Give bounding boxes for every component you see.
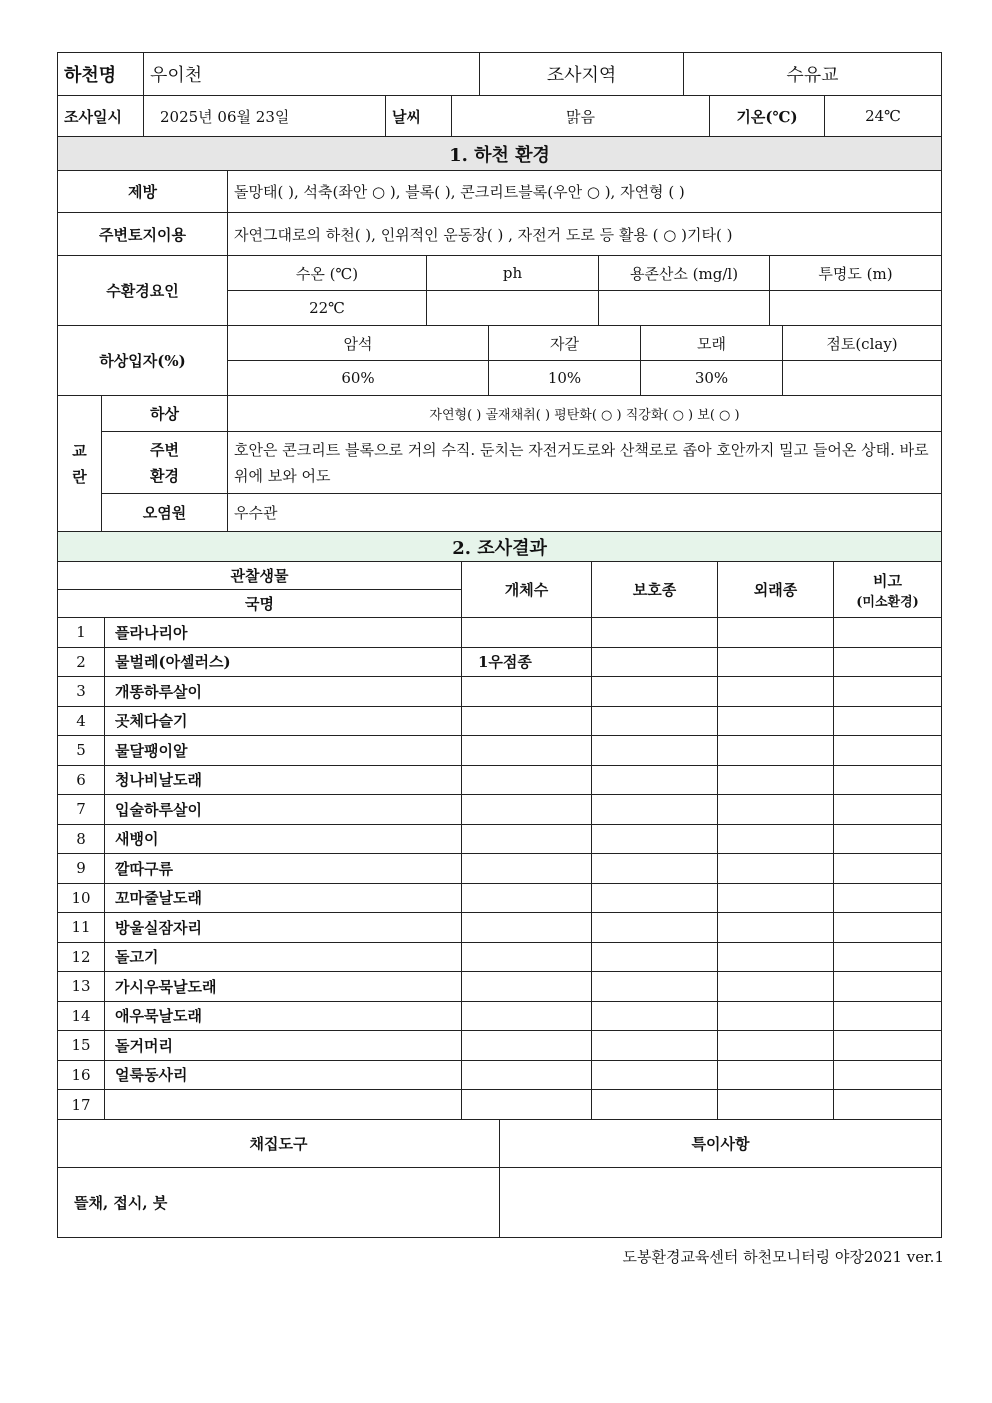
row-number: 15	[58, 1031, 105, 1061]
note-cell	[834, 765, 942, 795]
water-temp-value: 22℃	[228, 291, 427, 326]
row-number: 3	[58, 677, 105, 707]
organism-name: 가시우묵날도래	[105, 972, 462, 1002]
table-row	[58, 883, 942, 913]
protected-cell	[592, 1060, 718, 1090]
invasive-cell	[718, 1090, 834, 1120]
sand-header: 모래	[641, 326, 783, 361]
organism-name: 입술하루살이	[105, 795, 462, 825]
temp-value: 24℃	[825, 96, 942, 137]
organism-name: 곳체다슬기	[105, 706, 462, 736]
invasive-cell	[718, 942, 834, 972]
protected-cell	[592, 854, 718, 884]
organism-header: 관찰생물	[58, 562, 462, 590]
row-number: 14	[58, 1001, 105, 1031]
footer-text: 도봉환경교육센터 하천모니터링 야장2021 ver.1	[622, 1248, 944, 1266]
rock-value: 60%	[228, 361, 489, 396]
protected-cell	[592, 706, 718, 736]
row-number: 16	[58, 1060, 105, 1090]
protected-cell	[592, 942, 718, 972]
weather-value: 맑음	[452, 96, 710, 137]
organism-count	[462, 618, 592, 648]
clarity-value	[770, 291, 942, 326]
gravel-header: 자갈	[489, 326, 641, 361]
date-table	[57, 95, 942, 137]
table-row	[58, 1031, 942, 1061]
section1-title: 1. 하천 환경	[58, 137, 942, 171]
invasive-cell	[718, 854, 834, 884]
table-row	[58, 942, 942, 972]
bed-particle-label: 하상입자(%)	[58, 326, 228, 396]
clay-value	[783, 361, 942, 396]
protected-cell	[592, 618, 718, 648]
tools-value: 뜰채, 접시, 붓	[58, 1168, 500, 1238]
note-cell	[834, 618, 942, 648]
clay-header: 점토(clay)	[783, 326, 942, 361]
disturbance-label-text: 교란	[72, 441, 87, 486]
bed-disturb-value: 자연형( ) 골재채취( ) 평탄화( ○ ) 직강화( ○ ) 보( ○ )	[228, 396, 942, 432]
water-temp-header: 수온 (℃)	[228, 256, 427, 291]
notes-value	[500, 1168, 942, 1238]
organism-count	[462, 677, 592, 707]
invasive-cell	[718, 795, 834, 825]
table-row	[58, 618, 942, 648]
note-header	[834, 562, 942, 618]
organism-name: 새뱅이	[105, 824, 462, 854]
organism-count	[462, 736, 592, 766]
note-cell	[834, 736, 942, 766]
river-value: 우이천	[144, 53, 480, 96]
organism-count: 1우점종	[462, 647, 592, 677]
rock-header: 암석	[228, 326, 489, 361]
korean-name-header: 국명	[58, 590, 462, 618]
row-number: 6	[58, 765, 105, 795]
note-header-sub: (미소환경)	[856, 594, 919, 610]
note-cell	[834, 1060, 942, 1090]
header-table	[57, 52, 942, 96]
invasive-cell	[718, 706, 834, 736]
protected-cell	[592, 913, 718, 943]
organism-count	[462, 854, 592, 884]
row-number: 11	[58, 913, 105, 943]
organism-count	[462, 824, 592, 854]
invasive-cell	[718, 736, 834, 766]
landuse-label: 주변토지이용	[58, 213, 228, 256]
organism-count	[462, 942, 592, 972]
organism-name	[105, 1090, 462, 1120]
protected-cell	[592, 1001, 718, 1031]
protected-cell	[592, 883, 718, 913]
table-row	[58, 972, 942, 1002]
invasive-cell	[718, 883, 834, 913]
note-cell	[834, 1031, 942, 1061]
note-cell	[834, 913, 942, 943]
note-cell	[834, 854, 942, 884]
protected-cell	[592, 765, 718, 795]
protected-cell	[592, 736, 718, 766]
date-label: 조사일시	[58, 96, 144, 137]
note-cell	[834, 824, 942, 854]
note-cell	[834, 972, 942, 1002]
organism-name: 청나비날도래	[105, 765, 462, 795]
organism-count	[462, 706, 592, 736]
section2-title: 2. 조사결과	[58, 532, 942, 562]
organism-count	[462, 1001, 592, 1031]
invasive-cell	[718, 1001, 834, 1031]
do-value	[599, 291, 770, 326]
row-number: 12	[58, 942, 105, 972]
river-environment-table	[57, 136, 942, 326]
table-row	[58, 824, 942, 854]
invasive-cell	[718, 824, 834, 854]
row-number: 5	[58, 736, 105, 766]
protected-cell	[592, 824, 718, 854]
note-header-label: 비고	[873, 571, 903, 590]
river-label: 하천명	[58, 53, 144, 96]
water-env-label: 수환경요인	[58, 256, 228, 326]
invasive-cell	[718, 913, 834, 943]
table-row	[58, 677, 942, 707]
table-row	[58, 706, 942, 736]
organism-name: 물달팽이알	[105, 736, 462, 766]
ph-value	[427, 291, 599, 326]
row-number: 7	[58, 795, 105, 825]
area-value: 수유교	[684, 53, 942, 96]
table-row	[58, 647, 942, 677]
protected-cell	[592, 972, 718, 1002]
note-cell	[834, 647, 942, 677]
tools-label: 채집도구	[58, 1120, 500, 1168]
bed-disturb-label: 하상	[102, 396, 228, 432]
invasive-cell	[718, 647, 834, 677]
disturbance-label	[58, 396, 102, 532]
organism-name: 꼬마줄날도래	[105, 883, 462, 913]
protected-cell	[592, 1031, 718, 1061]
table-row	[58, 854, 942, 884]
row-number: 13	[58, 972, 105, 1002]
clarity-header: 투명도 (m)	[770, 256, 942, 291]
organism-name: 깔따구류	[105, 854, 462, 884]
do-header: 용존산소 (mg/l)	[599, 256, 770, 291]
invasive-cell	[718, 1031, 834, 1061]
landuse-value: 자연그대로의 하천( ), 인위적인 운동장( ) , 자전거 도로 등 활용 ( ○ )기타( )	[228, 213, 942, 256]
bottom-table	[57, 1119, 942, 1238]
protected-cell	[592, 647, 718, 677]
note-cell	[834, 1090, 942, 1120]
note-cell	[834, 942, 942, 972]
organism-name: 돌거머리	[105, 1031, 462, 1061]
row-number: 9	[58, 854, 105, 884]
row-number: 1	[58, 618, 105, 648]
organism-count	[462, 883, 592, 913]
note-cell	[834, 883, 942, 913]
organism-count	[462, 913, 592, 943]
organism-name: 물벌레(아셀러스)	[105, 647, 462, 677]
protected-cell	[592, 677, 718, 707]
row-number: 17	[58, 1090, 105, 1120]
protected-header: 보호종	[592, 562, 718, 618]
pollution-value: 우수관	[228, 494, 942, 532]
organism-count	[462, 1031, 592, 1061]
results-table	[57, 531, 942, 1120]
invasive-cell	[718, 765, 834, 795]
sand-value: 30%	[641, 361, 783, 396]
invasive-cell	[718, 677, 834, 707]
organism-name: 방울실잠자리	[105, 913, 462, 943]
survey-sheet	[57, 52, 941, 1238]
gravel-value: 10%	[489, 361, 641, 396]
table-row	[58, 1001, 942, 1031]
invasive-cell	[718, 1060, 834, 1090]
pollution-label: 오염원	[102, 494, 228, 532]
table-row	[58, 1090, 942, 1120]
organism-name: 얼룩동사리	[105, 1060, 462, 1090]
row-number: 2	[58, 647, 105, 677]
surrounding-env-label	[102, 432, 228, 494]
invasive-cell	[718, 972, 834, 1002]
embankment-value: 돌망태( ), 석축(좌안 ○ ), 블록( ), 콘크리트블록(우안 ○ ), 자연형 ( )	[228, 171, 942, 213]
organism-name: 돌고기	[105, 942, 462, 972]
notes-label: 특이사항	[500, 1120, 942, 1168]
organism-count	[462, 1060, 592, 1090]
protected-cell	[592, 795, 718, 825]
count-header: 개체수	[462, 562, 592, 618]
table-row	[58, 1060, 942, 1090]
organism-name: 개똥하루살이	[105, 677, 462, 707]
area-label: 조사지역	[480, 53, 684, 96]
ph-header: ph	[427, 256, 599, 291]
temp-label: 기온(℃)	[710, 96, 825, 137]
organism-count	[462, 972, 592, 1002]
invasive-cell	[718, 618, 834, 648]
table-row	[58, 913, 942, 943]
organism-name: 플라나리아	[105, 618, 462, 648]
row-number: 8	[58, 824, 105, 854]
organism-count	[462, 765, 592, 795]
organism-name: 애우묵날도래	[105, 1001, 462, 1031]
table-row	[58, 736, 942, 766]
table-row	[58, 795, 942, 825]
embankment-label: 제방	[58, 171, 228, 213]
row-number: 10	[58, 883, 105, 913]
weather-label: 날씨	[386, 96, 452, 137]
organism-count	[462, 1090, 592, 1120]
note-cell	[834, 1001, 942, 1031]
protected-cell	[592, 1090, 718, 1120]
surrounding-env-value: 호안은 콘크리트 블록으로 거의 수직. 둔치는 자전거도로와 산책로로 좁아 호안까지 밀고 들어온 상태. 바로 위에 보와 어도	[228, 432, 942, 494]
table-row	[58, 765, 942, 795]
note-cell	[834, 795, 942, 825]
disturbance-table	[57, 395, 942, 532]
surrounding-env-label-text: 주변 환경	[150, 440, 179, 485]
bed-particle-table	[57, 325, 942, 396]
note-cell	[834, 706, 942, 736]
row-number: 4	[58, 706, 105, 736]
organism-count	[462, 795, 592, 825]
note-cell	[834, 677, 942, 707]
date-value: 2025년 06월 23일	[144, 96, 386, 137]
invasive-header: 외래종	[718, 562, 834, 618]
